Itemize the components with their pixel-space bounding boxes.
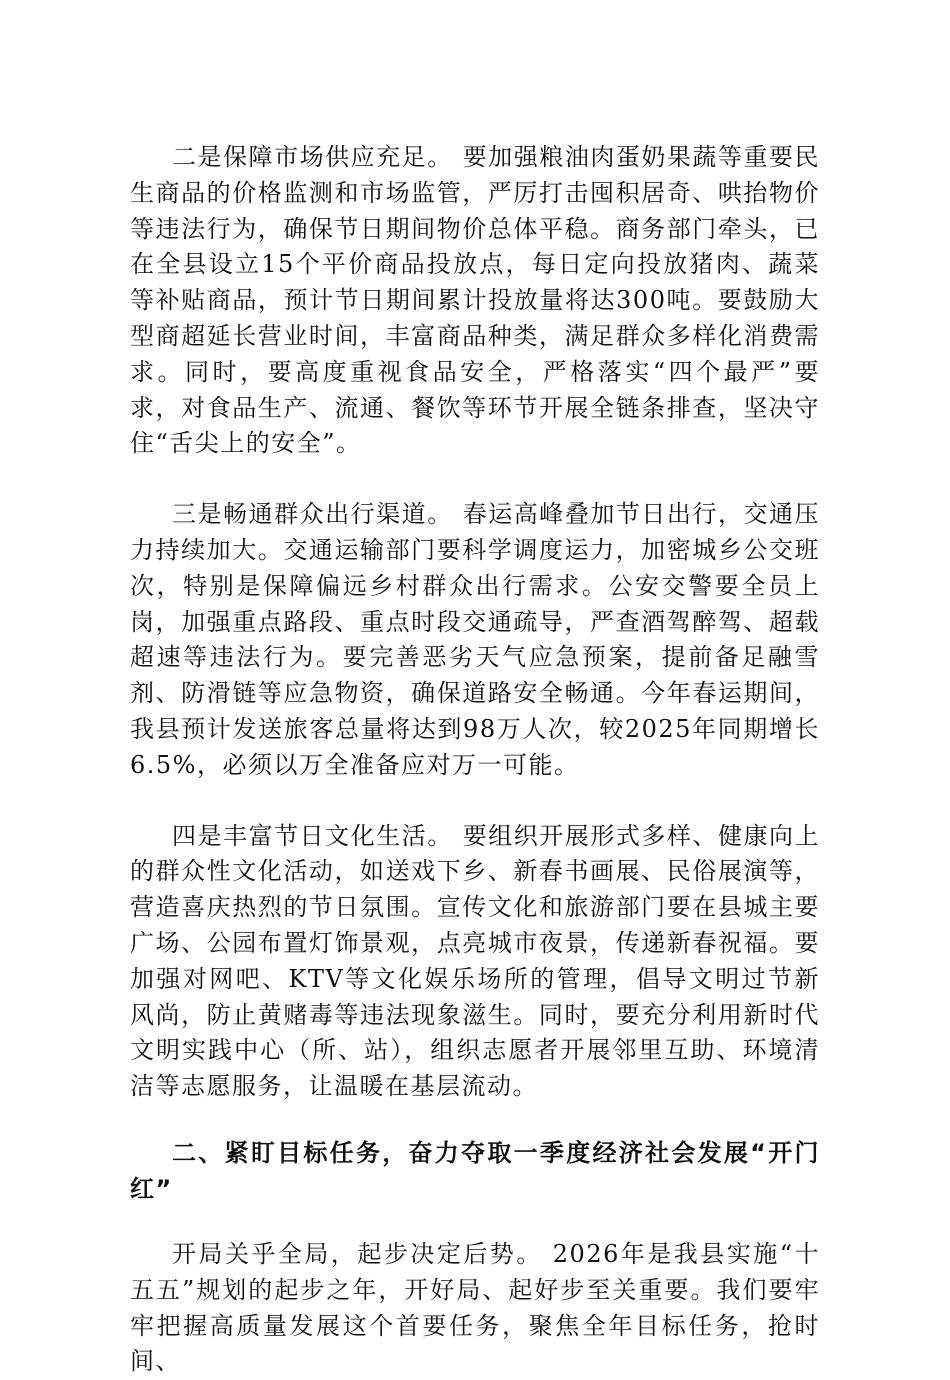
paragraph-market-supply [130, 140, 820, 462]
paragraph-lead: 四是丰富节日文化生活。 [172, 821, 453, 850]
paragraph-text: 春运高峰叠加节日出行，交通压力持续加大。交通运输部门要科学调度运力，加密城乡公交班次，特别是保障偏远乡村群众出行需求。公安交警要全员上岗，加强重点路段、重点时段交通疏导，严查酒驾醉驾、超载超速等违法行为。要完善恶劣天气应急预案，提前备足融雪剂、防滑链等应急物资，确保道路安全畅通。今年春运期间，我县预计发送旅客总量将达到98万人次，较2025年同期增长6.5%，必须以万全准备应对万一可能。 [130, 500, 821, 779]
document-body [130, 140, 820, 1380]
section-heading: 二、紧盯目标任务，奋力夺取一季度经济社会发展“开门红” [130, 1138, 820, 1203]
paragraph-opening [130, 1237, 820, 1380]
paragraph-text: 要组织开展形式多样、健康向上的群众性文化活动，如送戏下乡、新春书画展、民俗展演等，营造喜庆热烈的节日氛围。宣传文化和旅游部门要在县城主要广场、公园布置灯饰景观，点亮城市夜景，传递新春祝福。要加强对网吧、KTV等文化娱乐场所的管理，倡导文明过节新风尚，防止黄赌毒等违法现象滋生。同时，要充分利用新时代文明实践中心（所、站），组织志愿者开展邻里互助、环境清洁等志愿服务，让温暖在基层流动。 [130, 821, 821, 1101]
paragraph-text: 要加强粮油肉蛋奶果蔬等重要民生商品的价格监测和市场监管，严厉打击囤积居奇、哄抬物价等违法行为，确保节日期间物价总体平稳。商务部门牵头，已在全县设立15个平价商品投放点，每日定向投放猪肉、蔬菜等补贴商品，预计节日期间累计投放量将达300吨。要鼓励大型商超延长营业时间，丰富商品种类，满足群众多样化消费需求。同时，要高度重视食品安全，严格落实“四个最严”要求，对食品生产、流通、餐饮等环节开展全链条排查，坚决守住“舌尖上的安全”。 [130, 143, 821, 458]
paragraph-lead: 二是保障市场供应充足。 [172, 143, 453, 171]
paragraph-culture [130, 819, 820, 1105]
paragraph-travel [130, 497, 820, 783]
paragraph-text: 2026年是我县实施“十五五”规划的起步之年，开好局、起好步至关重要。我们要牢牢把握高质量发展这个首要任务，聚焦全年目标任务，抢时间、 [130, 1239, 820, 1376]
paragraph-lead: 三是畅通群众出行渠道。 [172, 500, 453, 529]
paragraph-lead: 开局关乎全局，起步决定后势。 [172, 1239, 543, 1268]
